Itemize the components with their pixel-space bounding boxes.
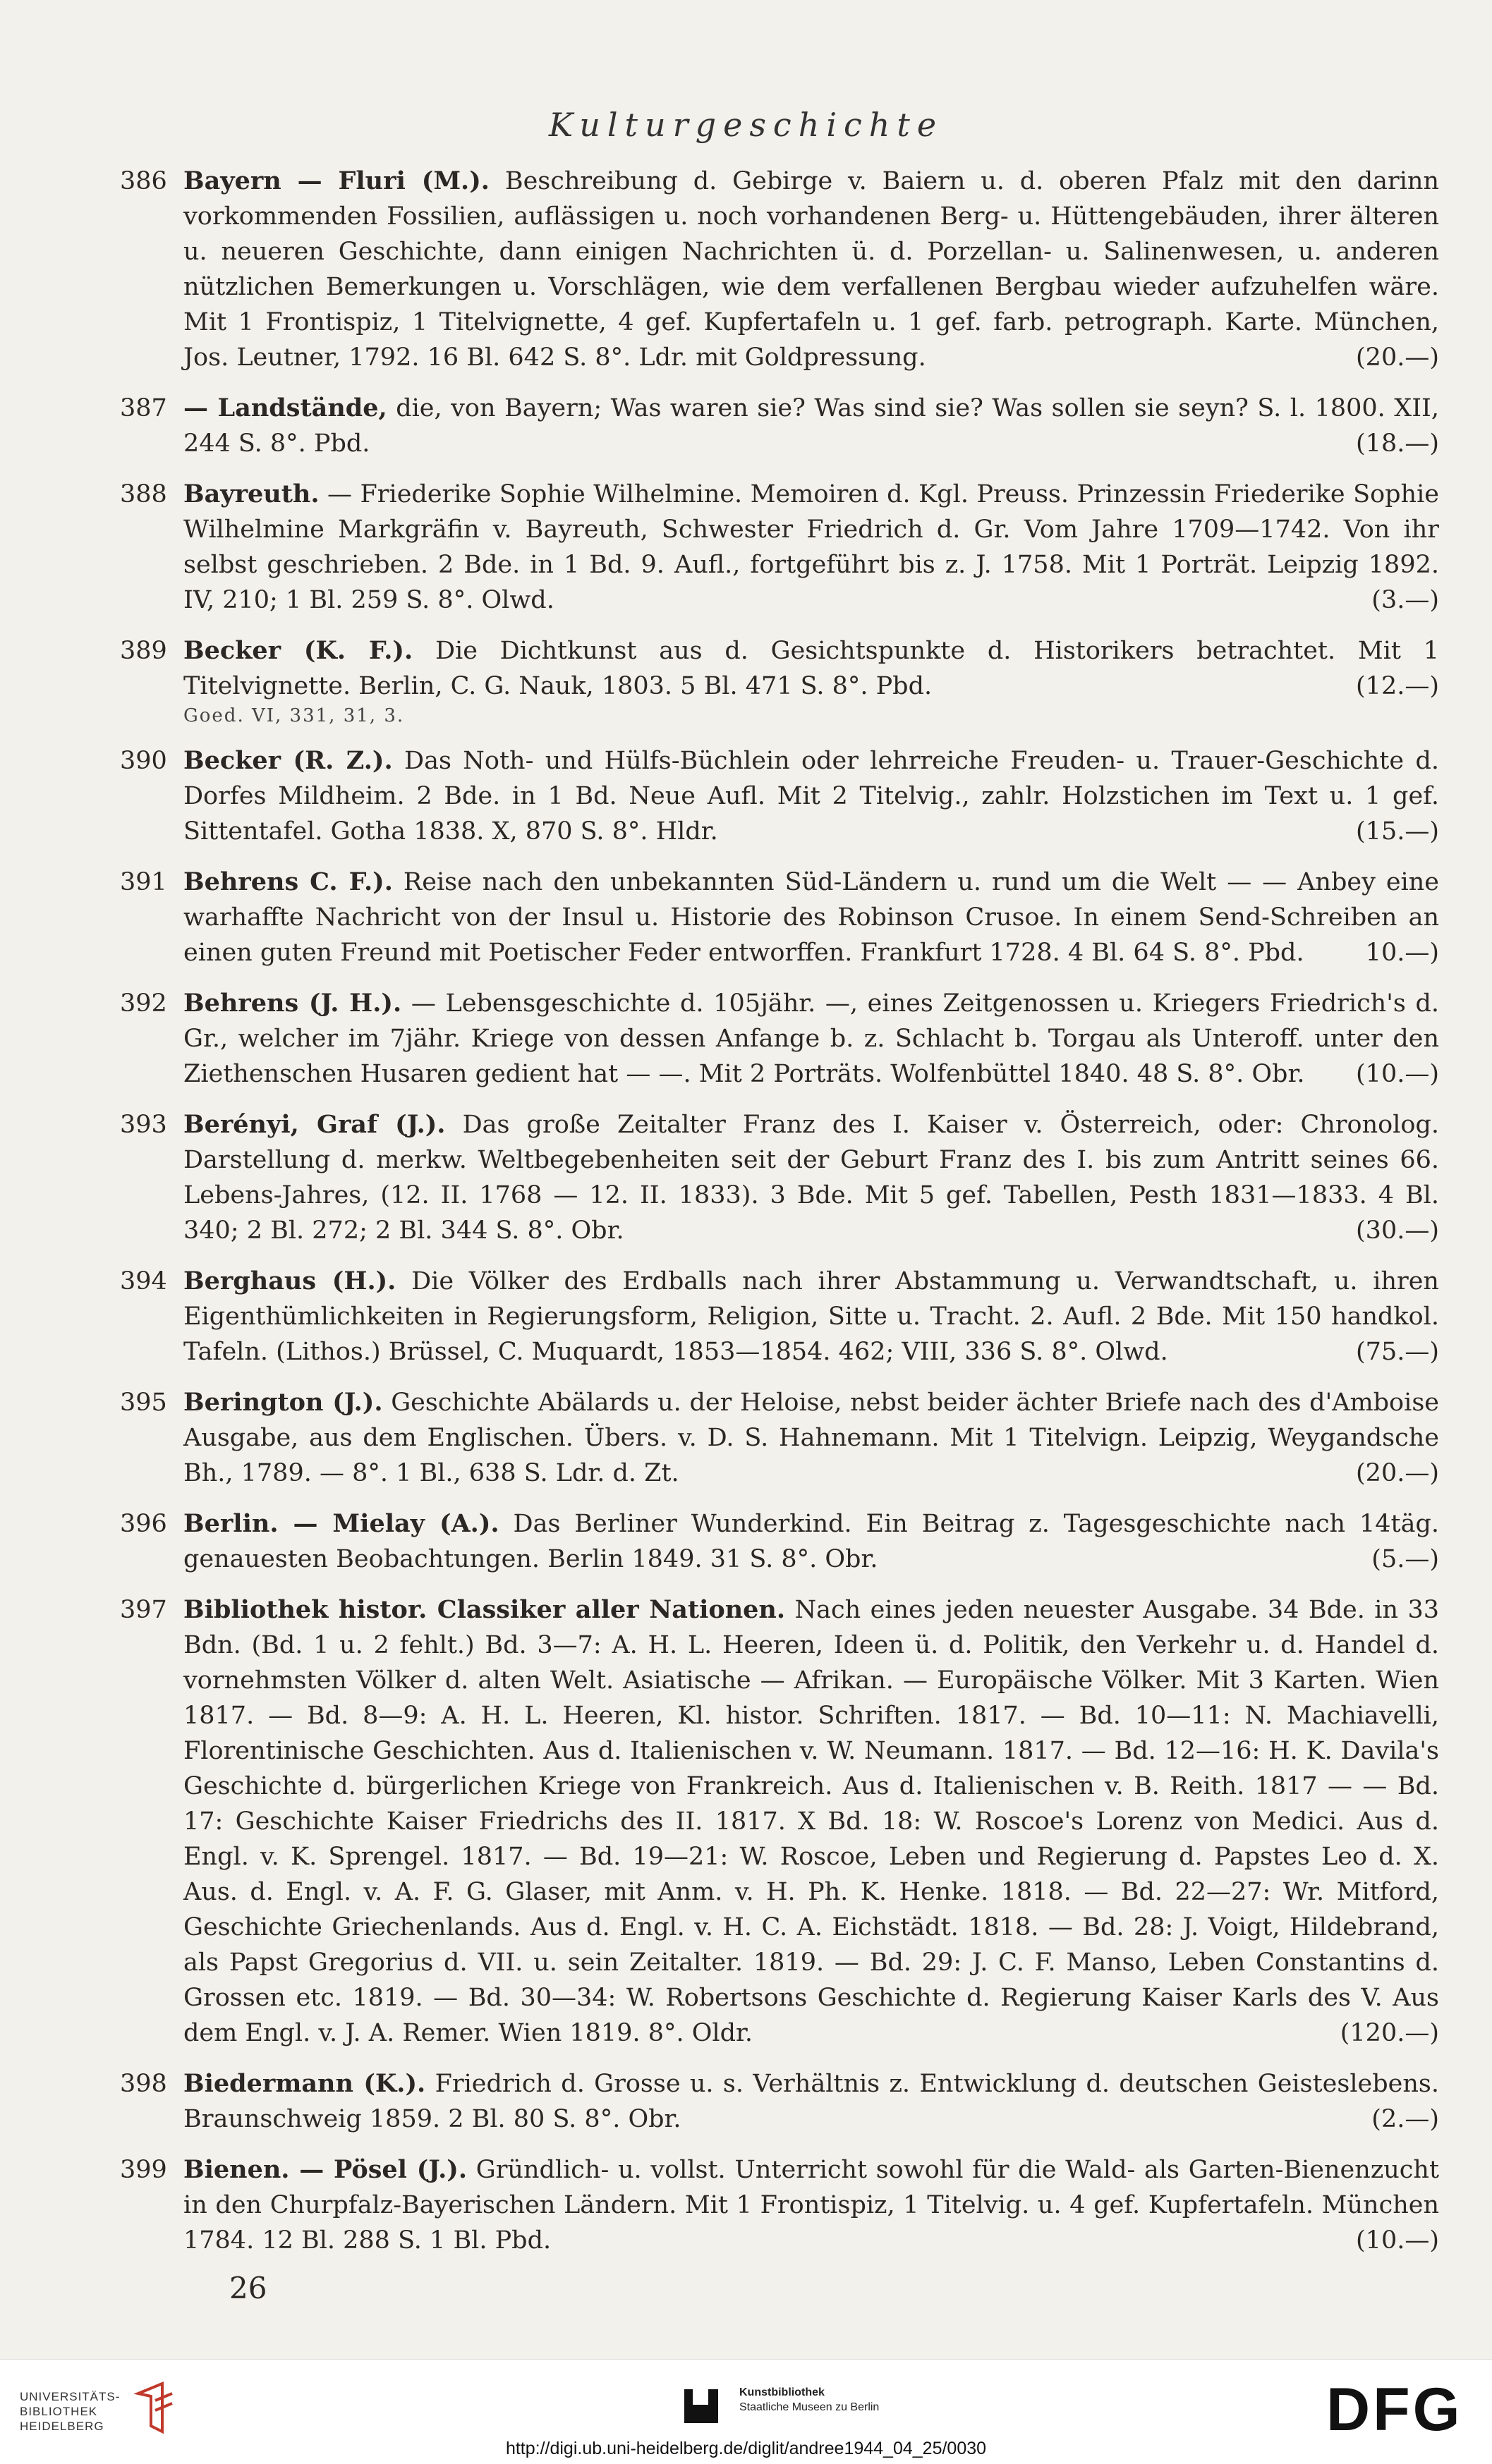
entry-text: Reise nach den unbekannten Süd-Ländern u. rund um die Welt — — Anbey eine warhaffte Nachricht von der Insul u. Historie des Robinson Crusoe. In einem Send-Schreiben an einen guten Freund mit Poetischer Feder entworffen. Frankfurt 1728. 4 Bl. 64 S. 8°. Pbd. — [183, 868, 1439, 967]
catalog-entry — [120, 1264, 1439, 1370]
entry-price: (2.—) — [1371, 2105, 1439, 2133]
entry-heading: Bayern — Fluri (M.). — [183, 166, 490, 195]
entry-price: (10.—) — [1356, 1060, 1439, 1088]
catalog-entry — [120, 1107, 1439, 1248]
catalog-entry — [120, 1506, 1439, 1577]
entry-heading: Behrens (J. H.). — [183, 989, 402, 1018]
entry-number: 398 — [120, 2070, 167, 2098]
entry-text: Die Völker des Erdballs nach ihrer Abstammung u. Verwandtschaft, u. ihren Eigenthümlichkeiten in Regierungsform, Religion, Sitte u. Tracht. 2. Aufl. 2 Bde. Mit 150 handkol. Tafeln. (Lithos.) Brüssel, C. Muquardt, 1853—1854. 462; VIII, 336 S. 8°. Olwd. — [183, 1267, 1439, 1366]
entry-price: (20.—) — [1356, 343, 1439, 372]
entry-number: 396 — [120, 1510, 167, 1538]
catalog-entry — [120, 986, 1439, 1092]
dfg-logo: DFG — [1326, 2376, 1463, 2444]
entry-price: (15.—) — [1356, 817, 1439, 846]
entry-heading: Berghaus (H.). — [183, 1267, 396, 1295]
catalog-entry — [120, 633, 1439, 728]
entry-heading: Bayreuth. — [183, 480, 320, 508]
entry-text: Gründlich- u. vollst. Unterricht sowohl für die Wald- als Garten-Bienenzucht in den Churpfalz-Bayerischen Ländern. Mit 1 Frontispiz, 1 Titelvig. u. 4 gef. Kupfertafeln. München 1784. 12 Bl. 288 S. 1 Bl. Pbd. — [183, 2156, 1440, 2255]
entry-heading: Bienen. — Pösel (J.). — [183, 2155, 468, 2184]
entry-number: 395 — [120, 1389, 167, 1417]
entry-price: (12.—) — [1356, 672, 1439, 700]
entry-number: 399 — [120, 2156, 167, 2184]
entry-number: 391 — [120, 868, 167, 896]
entry-heading: Becker (R. Z.). — [183, 746, 393, 775]
entry-text: Geschichte Abälards u. der Heloise, nebst beider ächter Briefe nach des d'Amboise Ausgabe, aus dem Englischen. Übers. v. D. S. Hahnemann. Mit 1 Titelvign. Leipzig, Weygandsche Bh., 1789. — 8°. 1 Bl., 638 S. Ldr. d. Zt. — [183, 1389, 1439, 1487]
entry-text: Das Berliner Wunderkind. Ein Beitrag z. Tagesgeschichte nach 14täg. genauesten Beobachtungen. Berlin 1849. 31 S. 8°. Obr. — [183, 1510, 1439, 1573]
entry-heading: Berlin. — Mielay (A.). — [183, 1509, 499, 1538]
entry-number: 392 — [120, 989, 167, 1018]
entry-price: (30.—) — [1356, 1216, 1439, 1245]
entry-text: Friedrich d. Grosse u. s. Verhältnis z. Entwicklung d. deutschen Geisteslebens. Braunschweig 1859. 2 Bl. 80 S. 8°. Obr. — [183, 2070, 1439, 2133]
entry-number: 387 — [120, 394, 167, 422]
entry-heading: Behrens C. F.). — [183, 867, 393, 896]
catalog-entry — [120, 1385, 1439, 1491]
university-logo-icon — [134, 2379, 176, 2436]
catalog-entry — [120, 391, 1439, 461]
catalog-entry — [120, 164, 1439, 375]
entry-text: — Friederike Sophie Wilhelmine. Memoiren d. Kgl. Preuss. Prinzessin Friederike Sophie Wilhelmine Markgräfin v. Bayreuth, Schwester Friedrich d. Gr. Vom Jahre 1709—1742. Von ihr selbst geschrieben. 2 Bde. in 1 Bd. 9. Aufl., fortgeführt bis z. J. 1758. Mit 1 Porträt. Leipzig 1892. IV, 210; 1 Bl. 259 S. 8°. Olwd. — [183, 480, 1439, 614]
page-header: Kulturgeschichte — [548, 106, 944, 144]
kunstbibliothek-label: Kunstbibliothek Staatliche Museen zu Berlin — [739, 2386, 880, 2413]
source-url[interactable]: http://digi.ub.uni-heidelberg.de/diglit/andree1944_04_25/0030 — [505, 2439, 987, 2458]
entry-reference-note: Goed. VI, 331, 31, 3. — [183, 705, 405, 726]
catalog-entry — [120, 865, 1439, 970]
catalog-entry — [120, 2152, 1439, 2258]
entry-number: 388 — [120, 480, 167, 508]
catalog-entry — [120, 743, 1439, 849]
entry-heading: Biedermann (K.). — [183, 2069, 426, 2098]
entry-number: 390 — [120, 747, 167, 775]
entry-number: 389 — [120, 637, 167, 665]
kunstbibliothek-logo-icon — [683, 2388, 720, 2425]
entry-heading: Becker (K. F.). — [183, 636, 413, 665]
entry-text: Nach eines jeden neuester Ausgabe. 34 Bde. in 33 Bdn. (Bd. 1 u. 2 fehlt.) Bd. 3—7: A. H. L. Heeren, Ideen ü. d. Politik, den Verkehr u. d. Handel d. vornehmsten Völker d. alten Welt. Asiatische — Afrikan. — Europäische Völker. Mit 3 Karten. Wien 1817. — Bd. 8—9: A. H. L. Heeren, Kl. histor. Schriften. 1817. — Bd. 10—11: N. Machiavelli, Florentinische Geschichten. Aus d. Italienischen v. W. Neumann. 1817. — Bd. 12—16: H. K. Davila's Geschichte d. bürgerlichen Kriege von Frankreich. Aus d. Italienischen v. B. Reith. 1817 — — Bd. 17: Geschichte Kaiser Friedrichs des II. 1817. X Bd. 18: W. Roscoe's Lorenz von Medici. Aus d. Engl. v. K. Sprengel. 1817. — Bd. 19—21: W. Roscoe, Leben und Regierung d. Papstes Leo d. X. Aus. d. Engl. v. A. F. G. Glaser, mit Anm. v. H. Ph. K. Henke. 1818. — Bd. 22—27: Wr. Mitford, Geschichte Griechenlands. Aus d. Engl. v. H. C. A. Eichstädt. 1818. — Bd. 28: J. Voigt, Hildebrand, als Papst Gregorius d. VII. u. sein Zeitalter. 1819. — Bd. 29: J. C. F. Manso, Leben Constantins d. Grossen etc. 1819. — Bd. 30—34: W. Robertsons Geschichte d. Regierung Kaiser Karls des V. Aus dem Engl. v. J. A. Remer. Wien 1819. 8°. Oldr. — [183, 1596, 1439, 2047]
entry-price: 10.—) — [1365, 939, 1439, 967]
entry-price: (120.—) — [1340, 2019, 1439, 2047]
entry-heading: Bibliothek histor. Classiker aller Nationen. — [183, 1595, 786, 1624]
entry-number: 394 — [120, 1267, 167, 1295]
catalog-entry — [120, 1592, 1439, 2051]
entry-heading: Berényi, Graf (J.). — [183, 1110, 446, 1139]
entry-price: (20.—) — [1356, 1459, 1439, 1487]
catalog-entries — [120, 164, 1439, 2274]
page-number: 26 — [229, 2271, 267, 2305]
entry-number: 393 — [120, 1111, 167, 1139]
catalog-entry — [120, 2066, 1439, 2137]
entry-text: Das große Zeitalter Franz des I. Kaiser v. Österreich, oder: Chronolog. Darstellung d. merkw. Weltbegebenheiten seit der Geburt Franz des I. bis zum Antritt seines 66. Lebens-Jahres, (12. II. 1768 — 12. II. 1833). 3 Bde. Mit 5 gef. Tabellen, Pesth 1831—1833. 4 Bl. 340; 2 Bl. 272; 2 Bl. 344 S. 8°. Obr. — [183, 1111, 1439, 1245]
entry-heading: Berington (J.). — [183, 1388, 383, 1417]
entry-price: (75.—) — [1356, 1338, 1439, 1366]
entry-text: — Lebensgeschichte d. 105jähr. —, eines Zeitgenossen u. Kriegers Friedrich's d. Gr., welcher im 7jähr. Kriege von dessen Anfange b. z. Schlacht b. Torgau als Unteroff. unter den Ziethenschen Husaren gedient hat — —. Mit 2 Porträts. Wolfenbüttel 1840. 48 S. 8°. Obr. — [183, 989, 1439, 1088]
entry-number: 386 — [120, 167, 167, 195]
digitization-footer — [0, 2359, 1492, 2464]
entry-price: (18.—) — [1356, 429, 1439, 458]
entry-price: (3.—) — [1371, 586, 1439, 614]
entry-heading: — Landstände, — [183, 394, 387, 422]
entry-price: (10.—) — [1356, 2226, 1439, 2255]
catalog-entry — [120, 477, 1439, 618]
entry-number: 397 — [120, 1596, 167, 1624]
entry-text: die, von Bayern; Was waren sie? Was sind sie? Was sollen sie seyn? S. l. 1800. XII, 244 S. 8°. Pbd. — [183, 394, 1439, 458]
university-library-label: UNIVERSITÄTS- BIBLIOTHEK HEIDELBERG — [20, 2390, 121, 2433]
entry-price: (5.—) — [1371, 1545, 1439, 1573]
entry-text: Beschreibung d. Gebirge v. Baiern u. d. oberen Pfalz mit den darinn vorkommenden Fossilien, auflässigen u. noch vorhandenen Berg- u. Hüttengebäuden, ihrer älteren u. neueren Geschichte, dann einigen Nachrichten ü. d. Porzellan- u. Salinenwesen, u. anderen nützlichen Bemerkungen u. Vorschlägen, wie dem verfallenen Bergbau wieder aufzuhelfen wäre. Mit 1 Frontispiz, 1 Titelvignette, 4 gef. Kupfertafeln u. 1 gef. farb. petrograph. Karte. München, Jos. Leutner, 1792. 16 Bl. 642 S. 8°. Ldr. mit Goldpressung. — [183, 167, 1439, 372]
entry-text: Die Dichtkunst aus d. Gesichtspunkte d. Historikers betrachtet. Mit 1 Titelvignette. Berlin, C. G. Nauk, 1803. 5 Bl. 471 S. 8°. Pbd. — [183, 637, 1439, 700]
entry-text: Das Noth- und Hülfs-Büchlein oder lehrreiche Freuden- u. Trauer-Geschichte d. Dorfes Mildheim. 2 Bde. in 1 Bd. Neue Aufl. Mit 2 Titelvig., zahlr. Holzstichen im Text u. 1 gef. Sittentafel. Gotha 1838. X, 870 S. 8°. Hldr. — [183, 747, 1439, 846]
